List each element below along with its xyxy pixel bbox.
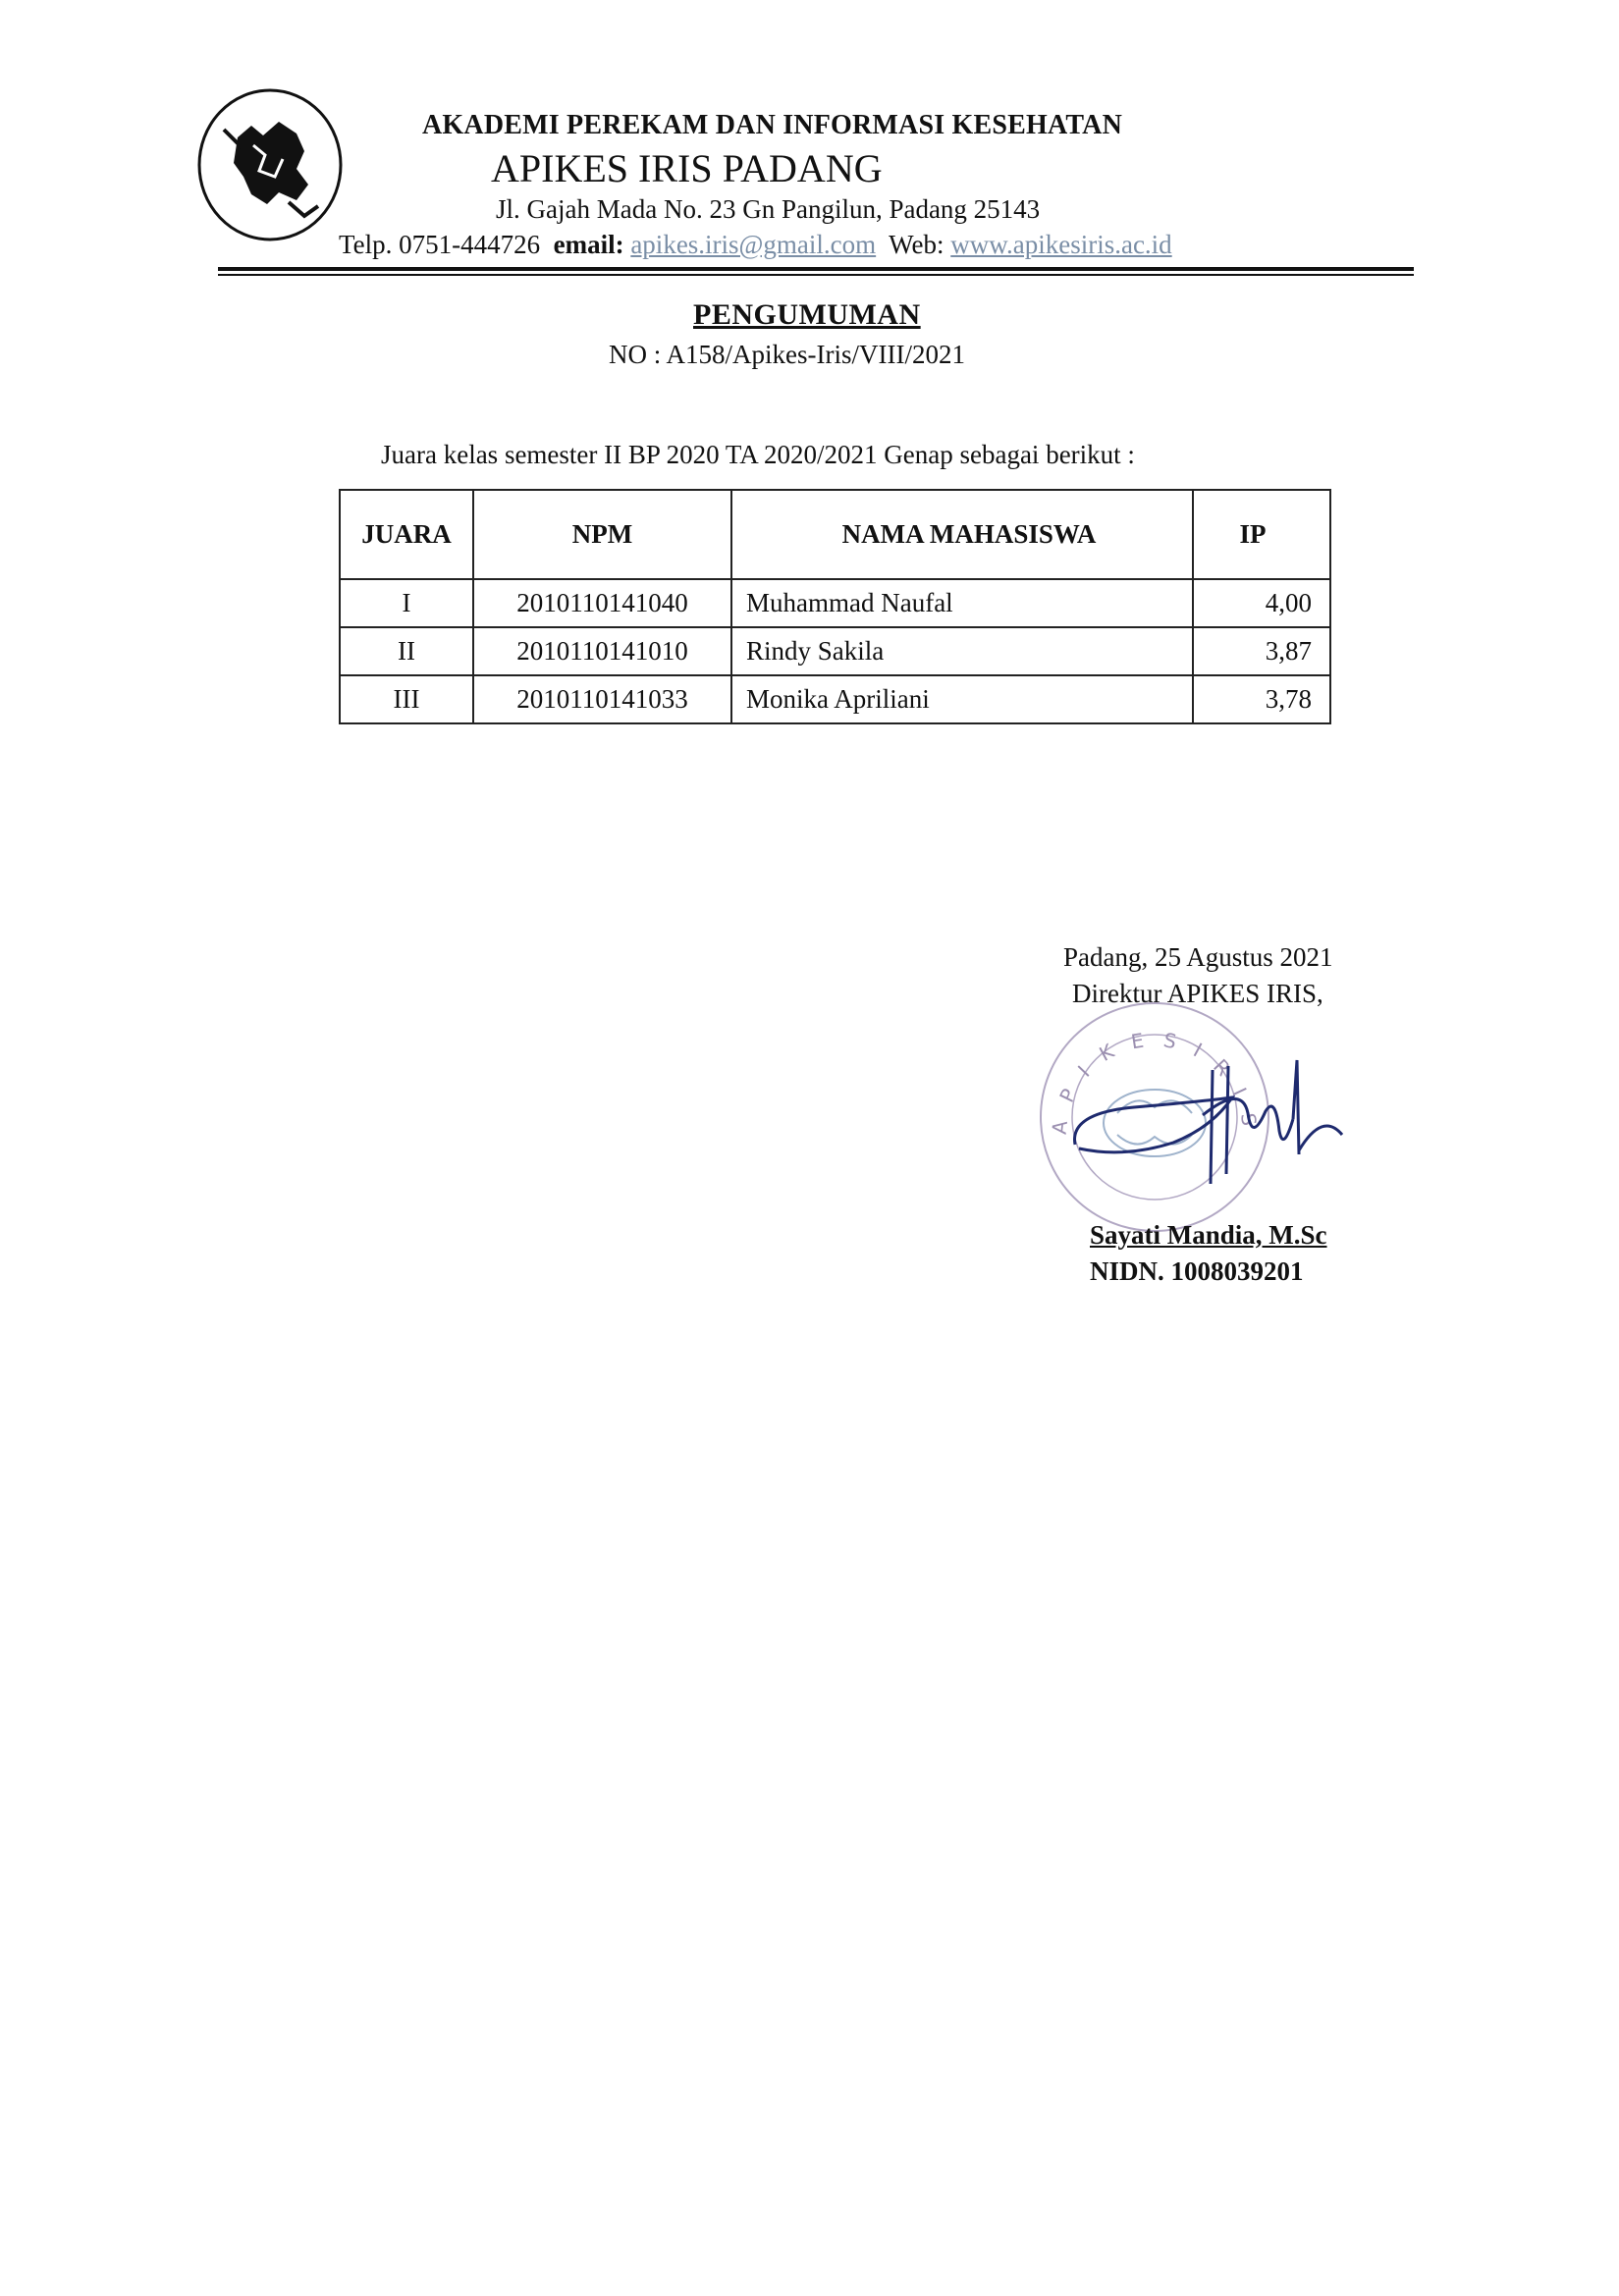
cell-ip: 4,00 — [1193, 579, 1330, 627]
institution-line: AKADEMI PEREKAM DAN INFORMASI KESEHATAN — [422, 110, 1123, 140]
table-header-row — [340, 490, 1330, 579]
signatory-id: NIDN. 1008039201 — [1090, 1256, 1304, 1286]
cell-rank: III — [340, 675, 473, 723]
table-row — [340, 579, 1330, 627]
header-rule-thick — [218, 267, 1414, 271]
phone-number: Telp. 0751-444726 — [339, 230, 541, 259]
header-juara: JUARA — [340, 490, 473, 579]
email-label: email: — [553, 230, 624, 259]
cell-name: Muhammad Naufal — [731, 579, 1193, 627]
institution-name: APIKES IRIS PADANG — [491, 146, 883, 190]
header-ip: IP — [1193, 490, 1330, 579]
header-nama: NAMA MAHASISWA — [731, 490, 1193, 579]
cell-rank: I — [340, 579, 473, 627]
signature-role: Direktur APIKES IRIS, — [1072, 979, 1323, 1008]
results-table — [339, 489, 1331, 724]
handwritten-signature-icon — [1065, 1037, 1350, 1194]
announcement-title: PENGUMUMAN — [693, 298, 921, 331]
signatory-name: Sayati Mandia, M.Sc — [1090, 1220, 1327, 1250]
cell-ip: 3,78 — [1193, 675, 1330, 723]
cell-rank: II — [340, 627, 473, 675]
web-label: Web: — [889, 230, 944, 259]
svg-text:A P I K E S I R I S: A P I K E S I R I S — [1047, 1027, 1263, 1136]
email-link[interactable]: apikes.iris@gmail.com — [630, 230, 877, 259]
signature-place-date: Padang, 25 Agustus 2021 — [1063, 942, 1333, 972]
header-rule-thin — [218, 274, 1414, 276]
cell-npm: 2010110141033 — [473, 675, 731, 723]
web-link[interactable]: www.apikesiris.ac.id — [950, 230, 1172, 259]
cell-npm: 2010110141010 — [473, 627, 731, 675]
announcement-number: NO : A158/Apikes-Iris/VIII/2021 — [609, 340, 965, 369]
institution-address: Jl. Gajah Mada No. 23 Gn Pangilun, Padang 25143 — [496, 194, 1041, 224]
header-npm: NPM — [473, 490, 731, 579]
announcement-intro: Juara kelas semester II BP 2020 TA 2020/2021 Genap sebagai berikut : — [381, 440, 1135, 469]
cell-ip: 3,87 — [1193, 627, 1330, 675]
cell-npm: 2010110141040 — [473, 579, 731, 627]
institution-logo-icon — [194, 86, 346, 243]
contact-line — [339, 230, 1172, 260]
cell-name: Rindy Sakila — [731, 627, 1193, 675]
table-row — [340, 675, 1330, 723]
table-row — [340, 627, 1330, 675]
cell-name: Monika Apriliani — [731, 675, 1193, 723]
